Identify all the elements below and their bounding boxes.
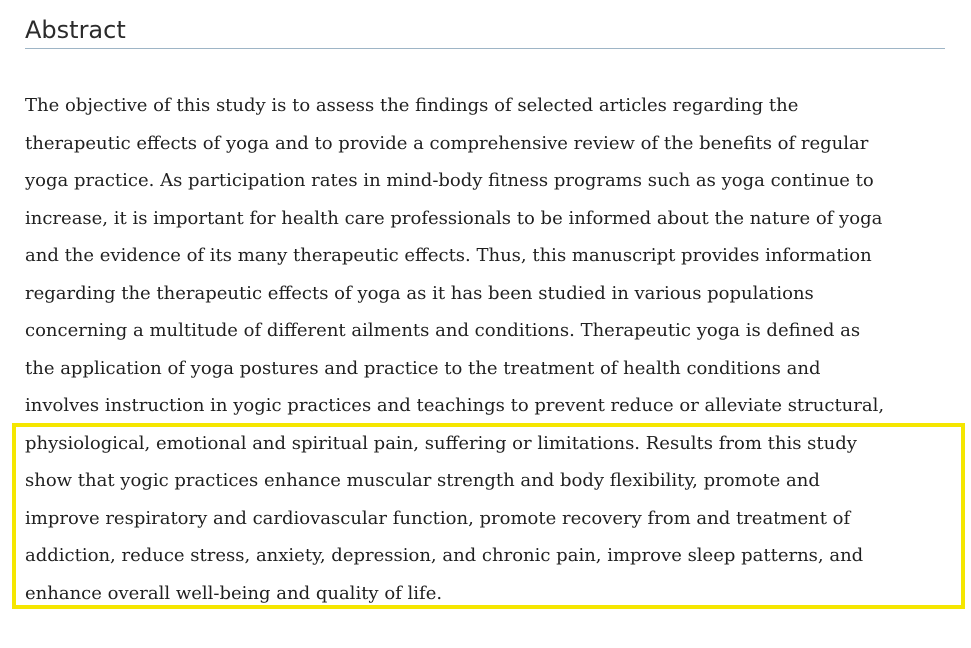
abstract-line-highlighted: enhance overall well-being and quality of life. <box>25 582 443 604</box>
abstract-heading: Abstract <box>25 16 126 44</box>
abstract-line-highlighted: addiction, reduce stress, anxiety, depression, and chronic pain, improve sleep patterns, and <box>25 545 864 566</box>
abstract-line: involves instruction in yogic practices and teachings to prevent reduce or alleviate structural, <box>25 395 885 416</box>
abstract-line: The objective of this study is to assess the findings of selected articles regarding the <box>25 95 799 116</box>
abstract-line: concerning a multitude of different ailments and conditions. Therapeutic yoga is defined as <box>25 320 861 341</box>
abstract-line: and the evidence of its many therapeutic effects. Thus, this manuscript provides information <box>25 245 872 266</box>
abstract-line-highlighted: show that yogic practices enhance muscular strength and body flexibility, promote and <box>25 470 820 491</box>
heading-divider <box>25 48 945 49</box>
abstract-paragraph <box>25 87 955 612</box>
abstract-line: the application of yoga postures and practice to the treatment of health conditions and <box>25 357 821 379</box>
abstract-line-highlighted: improve respiratory and cardiovascular function, promote recovery from and treatment of <box>25 507 851 529</box>
abstract-line: increase, it is important for health care professionals to be informed about the nature of yoga <box>25 207 883 229</box>
abstract-line: therapeutic effects of yoga and to provide a comprehensive review of the benefits of regular <box>25 132 869 154</box>
abstract-line: regarding the therapeutic effects of yoga as it has been studied in various populations <box>25 282 814 304</box>
abstract-line-highlighted: physiological, emotional and spiritual pain, suffering or limitations. Results from this study <box>25 432 857 454</box>
abstract-line: yoga practice. As participation rates in mind-body fitness programs such as yoga continue to <box>25 170 874 191</box>
